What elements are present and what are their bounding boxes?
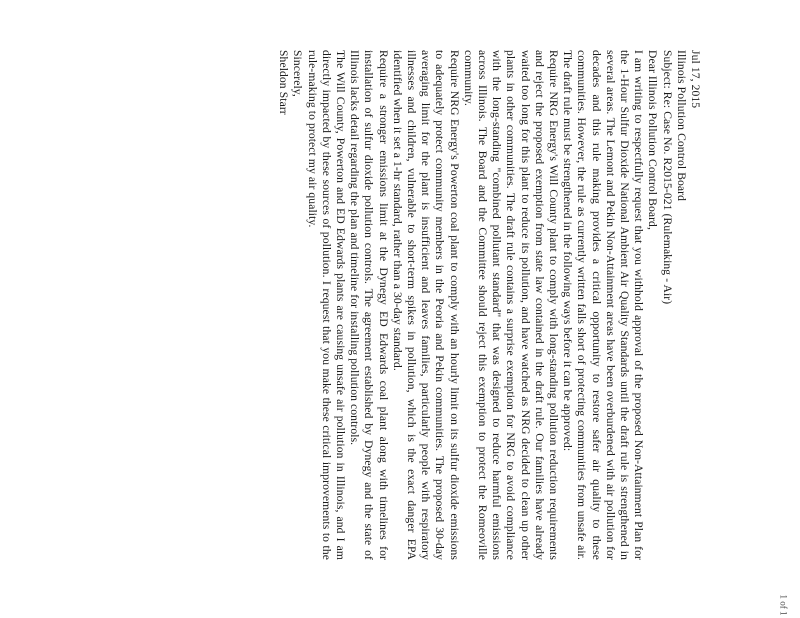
letter-paragraph-ed-edwards: Require a stronger emissions limit at the Dynegy ED Edwards coal plant along with timelines for installation of sulfur dioxide pollution controls. The agreement established by Dynegy and the state of Illinois lacks detail regarding the plan and timeline for installing pollution controls.	[348, 50, 390, 560]
letter-body	[0, 26, 702, 566]
letter-closing: Sincerely,	[291, 50, 305, 97]
letter-salutation: Dear Illinois Pollution Control Board,	[646, 50, 660, 230]
letter-paragraph-powerton: Require NRG Energy's Powerton coal plant to comply with an hourly limit on its sulfur dioxide emissions to adequately protect community members in the Peoria and Pekin communities. The proposed 30-day averaging limit for the plant is insufficient and leaves families, particularly people with respiratory illnesses and children, vulnerable to short-term spikes in pollution, which is the exact danger EPA identified when it set a 1-hr standard, rather than a 30-day standard.	[390, 50, 461, 560]
letter-paragraph-will-county: Require NRG Energy's Will County plant to comply with long-standing pollution reduction requirements and reject the proposed exemption from state law contained in the draft rule. Our families have already waited too long for this plant to reduce its pollution, and have watched as NRG decided to clean up other plants in other communities. The draft rule contains a surprise exemption for NRG to avoid compliance with the long-standing "combined pollutant standard" that was designed to reduce harmful emissions across Illinois. The Board and the Committee should reject this exemption to protect the Romeoville community.	[461, 50, 560, 560]
letter-recipient: Illinois Pollution Control Board	[674, 50, 688, 202]
letter-paragraph-request: The Will County, Powerton and ED Edwards plants are causing unsafe air pollution in Illinois, and I am directly impacted by these sources of pollution. I request that you make these critical improvements to the rule-making to protect my air quality.	[305, 50, 347, 560]
letter-subject: Subject: Re: Case No. R2015-021 (Rulemaking - Air)	[660, 50, 674, 305]
letter-intro-paragraph: I am writing to respectfully request that you withhold approval of the proposed Non-Attainment Plan for the 1-Hour Sulfur Dioxide National Ambient Air Quality Standards until the draft rule is strengthened in several areas. The Lemont and Pekin Non-Attainment areas have been overburdened with air pollution for decades and this rule making provides a critical opportunity to restore safer air quality to these communities. However, the rule as currently written falls short of protecting communities from unsafe air. The draft rule must be strengthened in the following ways before it can be approved:	[561, 50, 646, 560]
letter-signer: Sheldon Starr	[277, 50, 291, 115]
letter-date: Jul 17, 2015	[689, 50, 702, 109]
page-number: 1 of 1	[778, 594, 789, 616]
